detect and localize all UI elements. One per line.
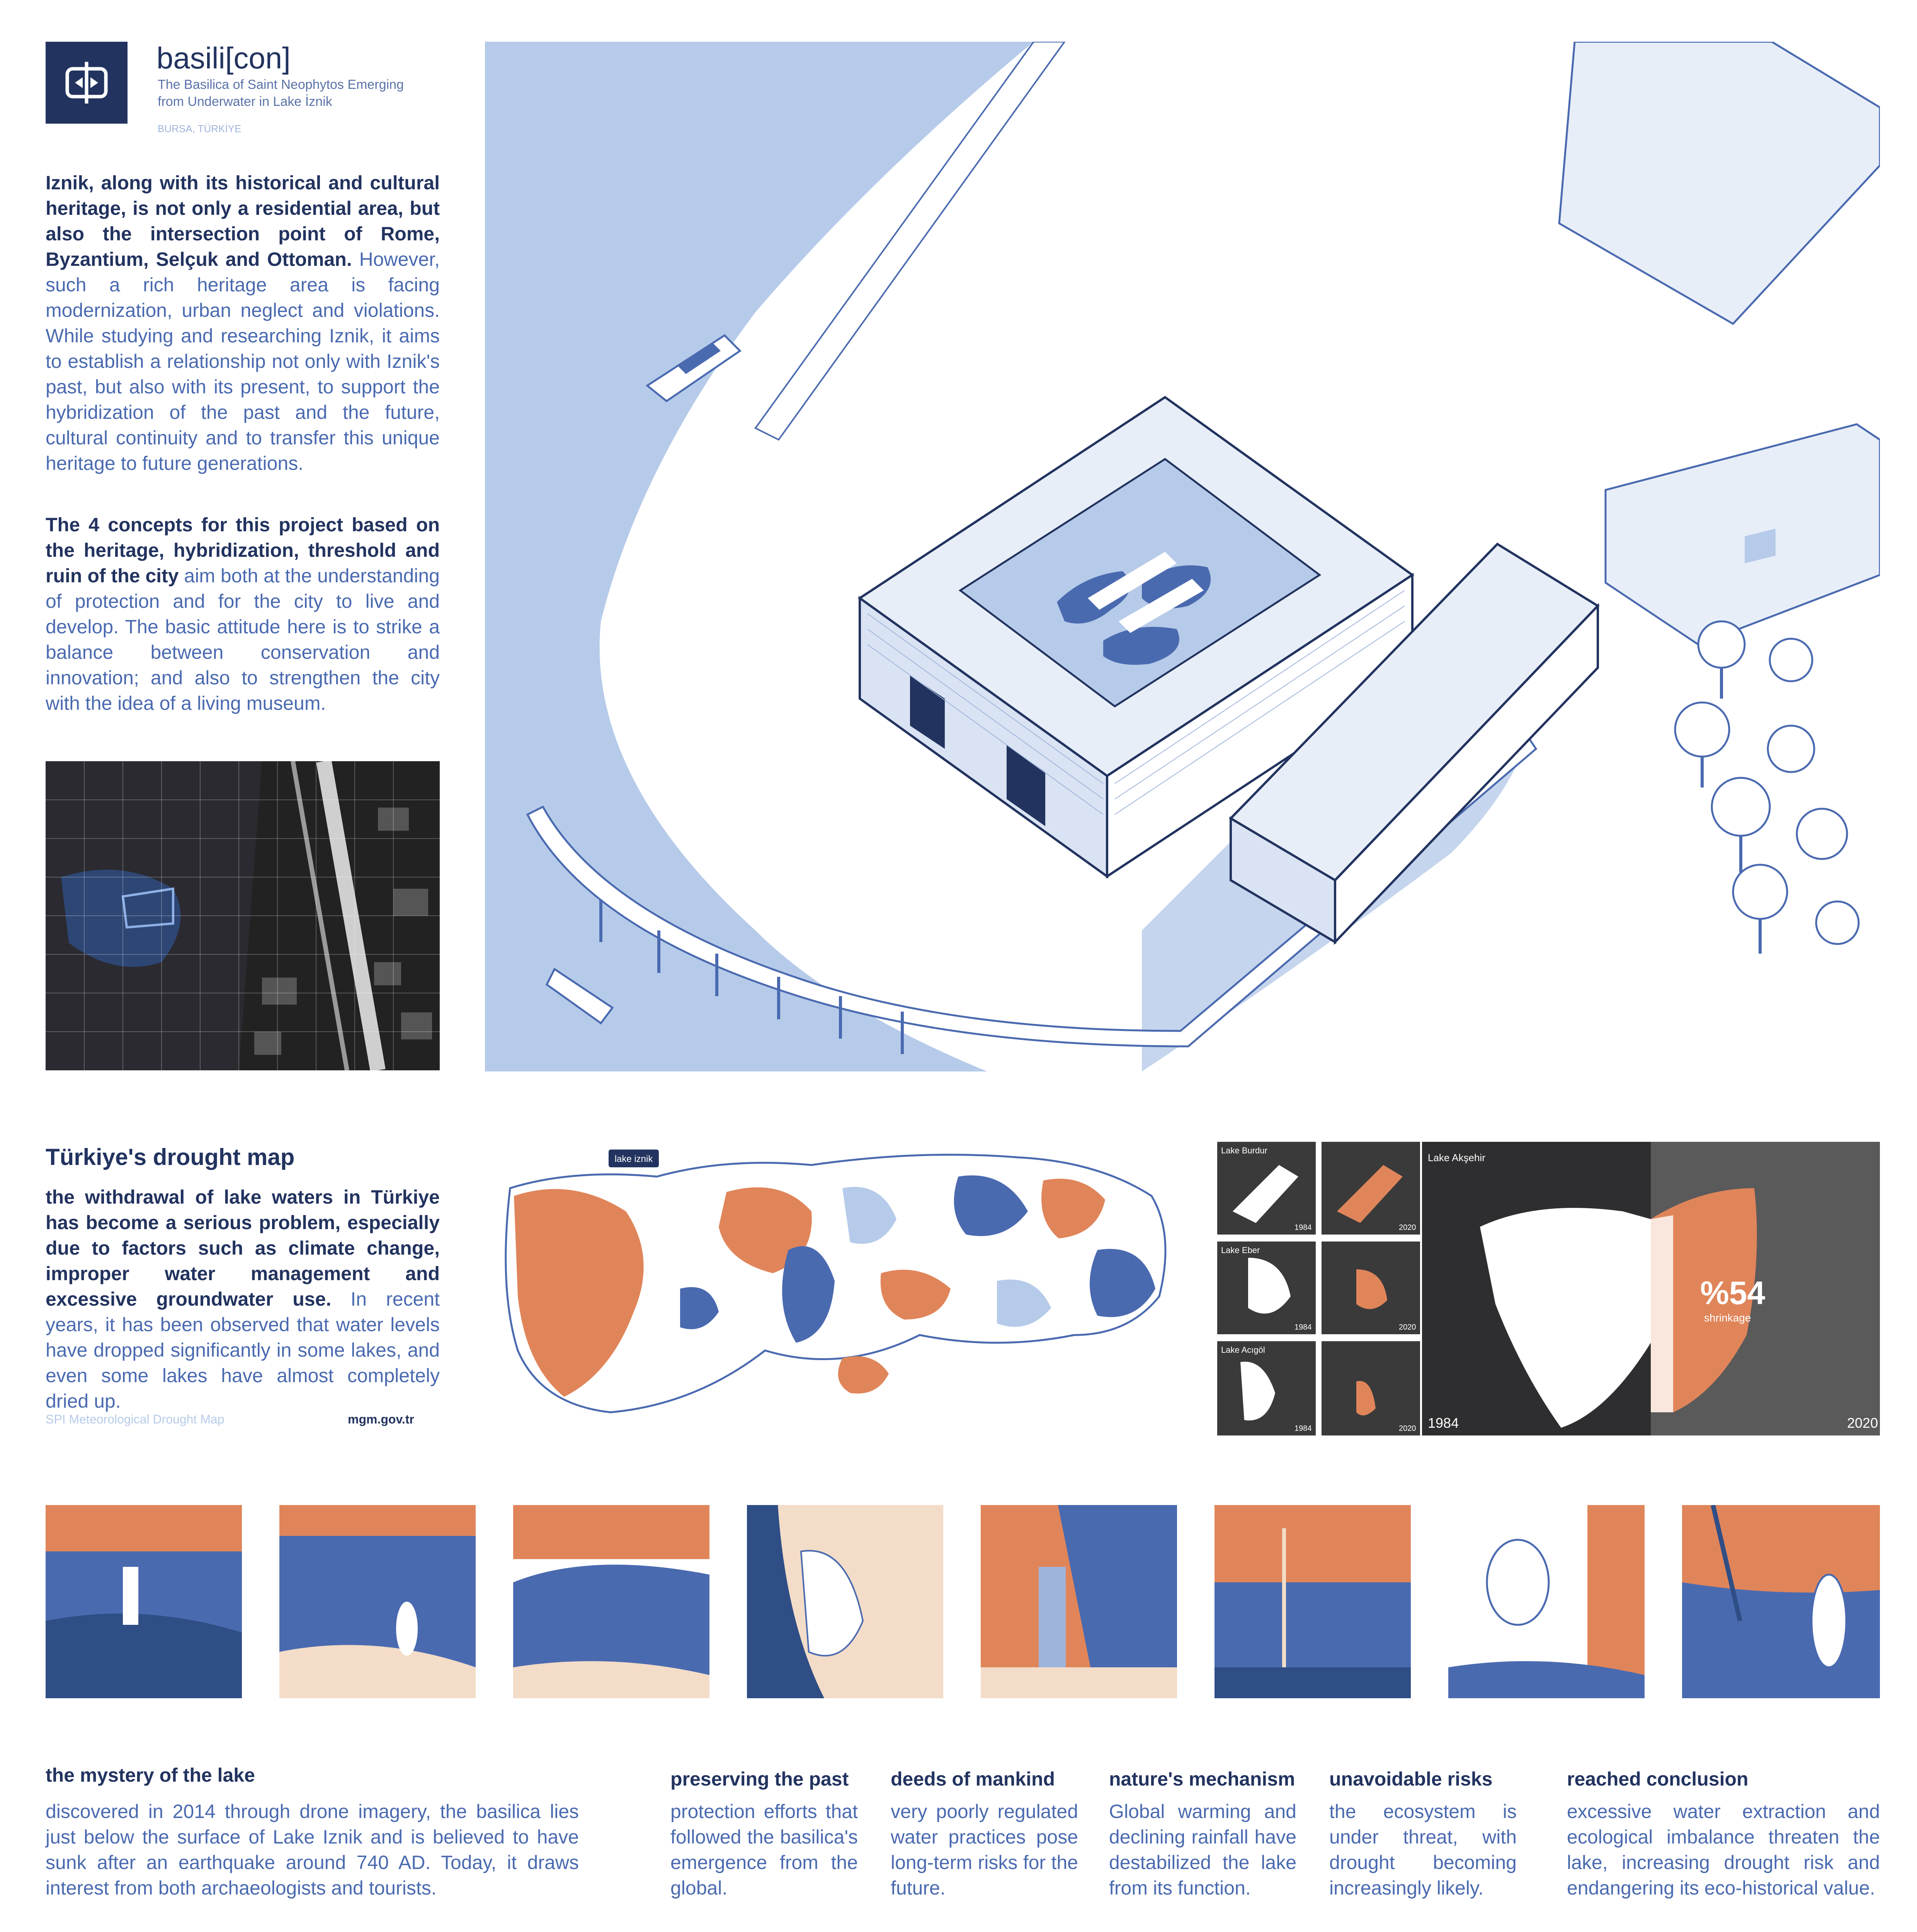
column-1-text: protection efforts that followed the basilica's emergence from the global. bbox=[670, 1801, 858, 1899]
illustration-7 bbox=[1448, 1505, 1645, 1698]
illustration-2 bbox=[279, 1505, 476, 1698]
brand-title: basili[con] bbox=[156, 41, 291, 75]
mystery-text: discovered in 2014 through drone imagery, the basilica lies just below the surface of Lake Iznik and is believed to have sunk after an earthquake around 740 AD. Today, it draws interest from both archaeologists and tourists. bbox=[46, 1801, 579, 1899]
svg-text:Lake Burdur: Lake Burdur bbox=[1221, 1146, 1267, 1155]
intro-paragraph-2: The 4 concepts for this project based on the heritage, hybridization, threshold and ruin of the city aim both at the understanding of protection and for the city to live and develop. The basic attitude here is to strike a balance between conservation and innovation; and also to strengthen the city with the idea of a living museum. bbox=[46, 514, 440, 714]
illustration-6 bbox=[1214, 1505, 1411, 1698]
illustration-1 bbox=[46, 1505, 242, 1698]
illustration-5 bbox=[981, 1505, 1177, 1698]
location: BURSA, TÜRKİYE bbox=[158, 123, 242, 134]
svg-text:2020: 2020 bbox=[1399, 1424, 1416, 1433]
drought-source-left: SPI Meteorological Drought Map bbox=[46, 1412, 225, 1426]
axonometric-drawing bbox=[485, 42, 1880, 1071]
svg-text:2020: 2020 bbox=[1399, 1323, 1416, 1332]
svg-text:1984: 1984 bbox=[1428, 1415, 1459, 1431]
column-2-title: deeds of mankind bbox=[891, 1768, 1055, 1790]
svg-text:2020: 2020 bbox=[1399, 1223, 1416, 1232]
svg-text:Lake Eber: Lake Eber bbox=[1221, 1245, 1260, 1255]
column-3-title: nature's mechanism bbox=[1109, 1768, 1295, 1790]
mystery-title: the mystery of the lake bbox=[46, 1764, 255, 1786]
svg-text:shrinkage: shrinkage bbox=[1704, 1312, 1751, 1324]
column-5-text: excessive water extraction and ecological imbalance threaten the lake, increasing drought risk and endangering its eco-historical value. bbox=[1567, 1801, 1880, 1899]
column-1-title: preserving the past bbox=[670, 1768, 849, 1790]
subtitle-line1: The Basilica of Saint Neophytos Emerging bbox=[158, 77, 404, 92]
svg-text:Lake Akşehir: Lake Akşehir bbox=[1428, 1152, 1485, 1163]
svg-text:2020: 2020 bbox=[1847, 1415, 1878, 1431]
lake-aksehir-comparison bbox=[1422, 1142, 1880, 1435]
illustration-3 bbox=[513, 1505, 709, 1698]
drought-source-right: mgm.gov.tr bbox=[348, 1412, 414, 1426]
drought-paragraph: the withdrawal of lake waters in Türkiye has become a serious problem, especially due to factors such as climate change, improper water management and excessive groundwater use. In recent years, it has been observed that water levels have dropped significantly in some lakes, and even some lakes have almost completely dried up. bbox=[46, 1186, 440, 1412]
illustration-strip bbox=[46, 1505, 1880, 1698]
svg-text:1984: 1984 bbox=[1294, 1424, 1312, 1433]
svg-text:1984: 1984 bbox=[1294, 1223, 1312, 1232]
subtitle-line2: from Underwater in Lake İznik bbox=[158, 94, 332, 109]
basilica-logo-icon bbox=[46, 42, 128, 124]
drought-title: Türkiye's drought map bbox=[46, 1144, 295, 1170]
column-5-title: reached conclusion bbox=[1567, 1768, 1749, 1790]
illustration-4 bbox=[747, 1505, 943, 1698]
column-3-text: Global warming and declining rainfall have destabilized the lake from its function. bbox=[1109, 1801, 1296, 1899]
svg-text:Lake Acıgöl: Lake Acıgöl bbox=[1221, 1345, 1265, 1355]
satellite-map bbox=[46, 761, 440, 1070]
logo-box bbox=[46, 42, 128, 124]
column-2-text: very poorly regulated water practices pose long-term risks for the future. bbox=[891, 1801, 1078, 1899]
column-4-title: unavoidable risks bbox=[1329, 1768, 1493, 1790]
illustration-8 bbox=[1682, 1505, 1880, 1698]
svg-text:1984: 1984 bbox=[1294, 1323, 1312, 1332]
intro-paragraph-1: Iznik, along with its historical and cultural heritage, is not only a residential area, but also the intersection point of Rome, Byzantium, Selçuk and Ottoman. However, such a rich heritage area is facing modernization, urban neglect and violations. While studying and researching Iznik, it aims to establish a relationship not only with Iznik's past, but also with its present, to support the hybridization of the past and the future, cultural continuity and to transfer this unique heritage to future generations. bbox=[46, 172, 440, 474]
column-4-text: the ecosystem is under threat, with drought becoming increasingly likely. bbox=[1329, 1801, 1517, 1899]
lake-comparison-grid bbox=[1217, 1142, 1420, 1435]
turkiye-drought-map bbox=[495, 1134, 1182, 1428]
svg-text:%54: %54 bbox=[1700, 1275, 1766, 1311]
map-tag: lake iznik bbox=[614, 1154, 653, 1164]
